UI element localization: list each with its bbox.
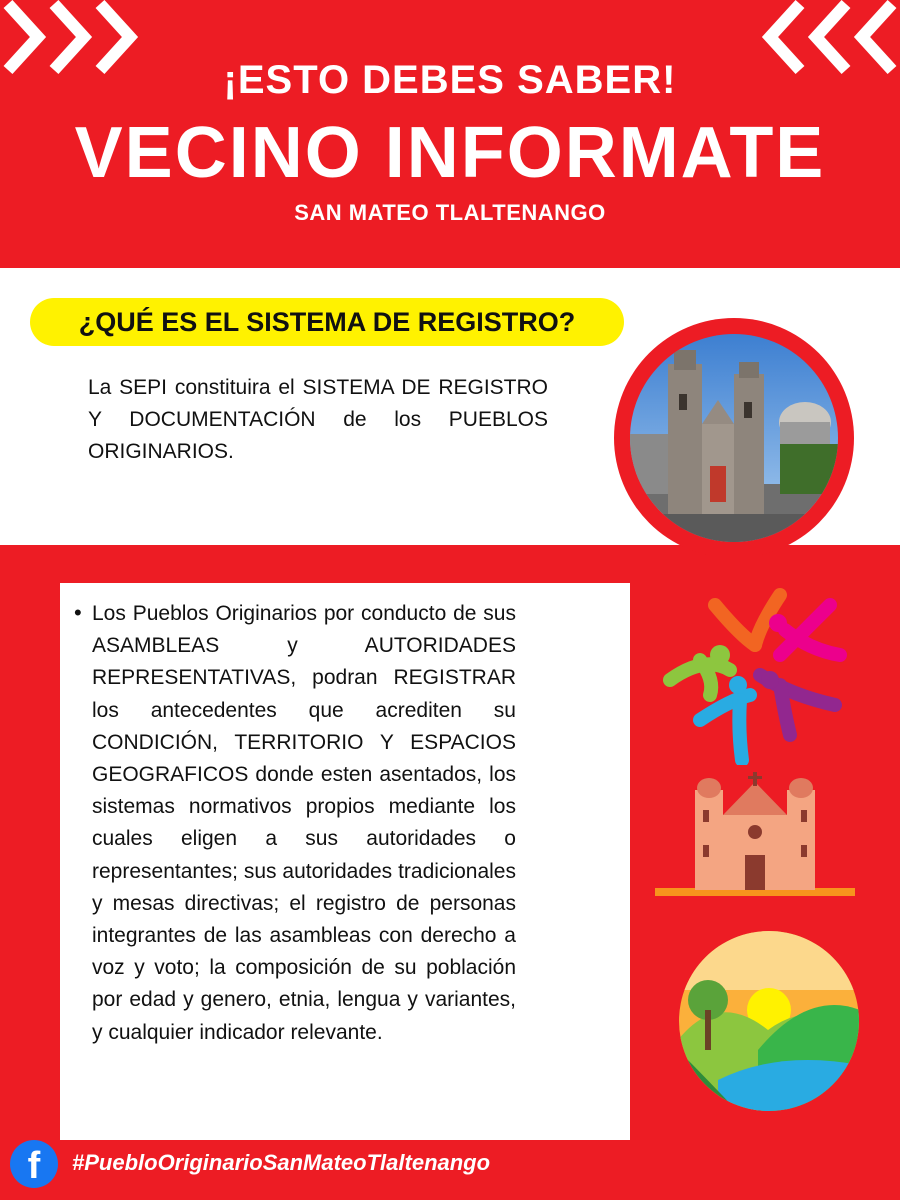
question-heading: ¿QUÉ ES EL SISTEMA DE REGISTRO? xyxy=(78,307,576,337)
header-title: VECINO INFORMATE xyxy=(74,113,826,193)
landscape-icon xyxy=(678,930,860,1112)
people-figures-icon xyxy=(660,585,850,765)
header-kicker: ¡ESTO DEBES SABER! xyxy=(223,58,677,102)
bullet-marker: • xyxy=(74,600,82,625)
church-drawing-icon xyxy=(655,770,855,900)
body-paragraph: Los Pueblos Originarios por conducto de sus ASAMBLEAS y AUTORIDADES REPRESENTATIVAS, podran REGISTRAR los antecedentes que acrediten su CONDICIÓN, TERRITORIO Y ESPACIOS GEOGRAFICOS donde esten asentados, los sistemas normativos propios mediante los cuales eligen a sus autoridades o representantes; sus autoridades tradicionales y mesas directivas; el registro de personas integrantes de las asambleas con derecho a voz y voto; la composición de su población por edad y genero, etnia, lengua y variantes, y cualquier indicador relevante. xyxy=(92,602,516,1044)
intro-paragraph: La SEPI constituira el SISTEMA DE REGISTRO Y DOCUMENTACIÓN de los PUEBLOS ORIGINARIOS. xyxy=(88,376,548,463)
church-photo xyxy=(614,318,854,558)
footer-hashtag[interactable]: #PuebloOriginarioSanMateoTlaltenango xyxy=(72,1150,491,1175)
header-subtitle: SAN MATEO TLALTENANGO xyxy=(294,200,606,225)
church-photo-illustration xyxy=(630,334,838,542)
facebook-glyph: f xyxy=(27,1145,41,1187)
